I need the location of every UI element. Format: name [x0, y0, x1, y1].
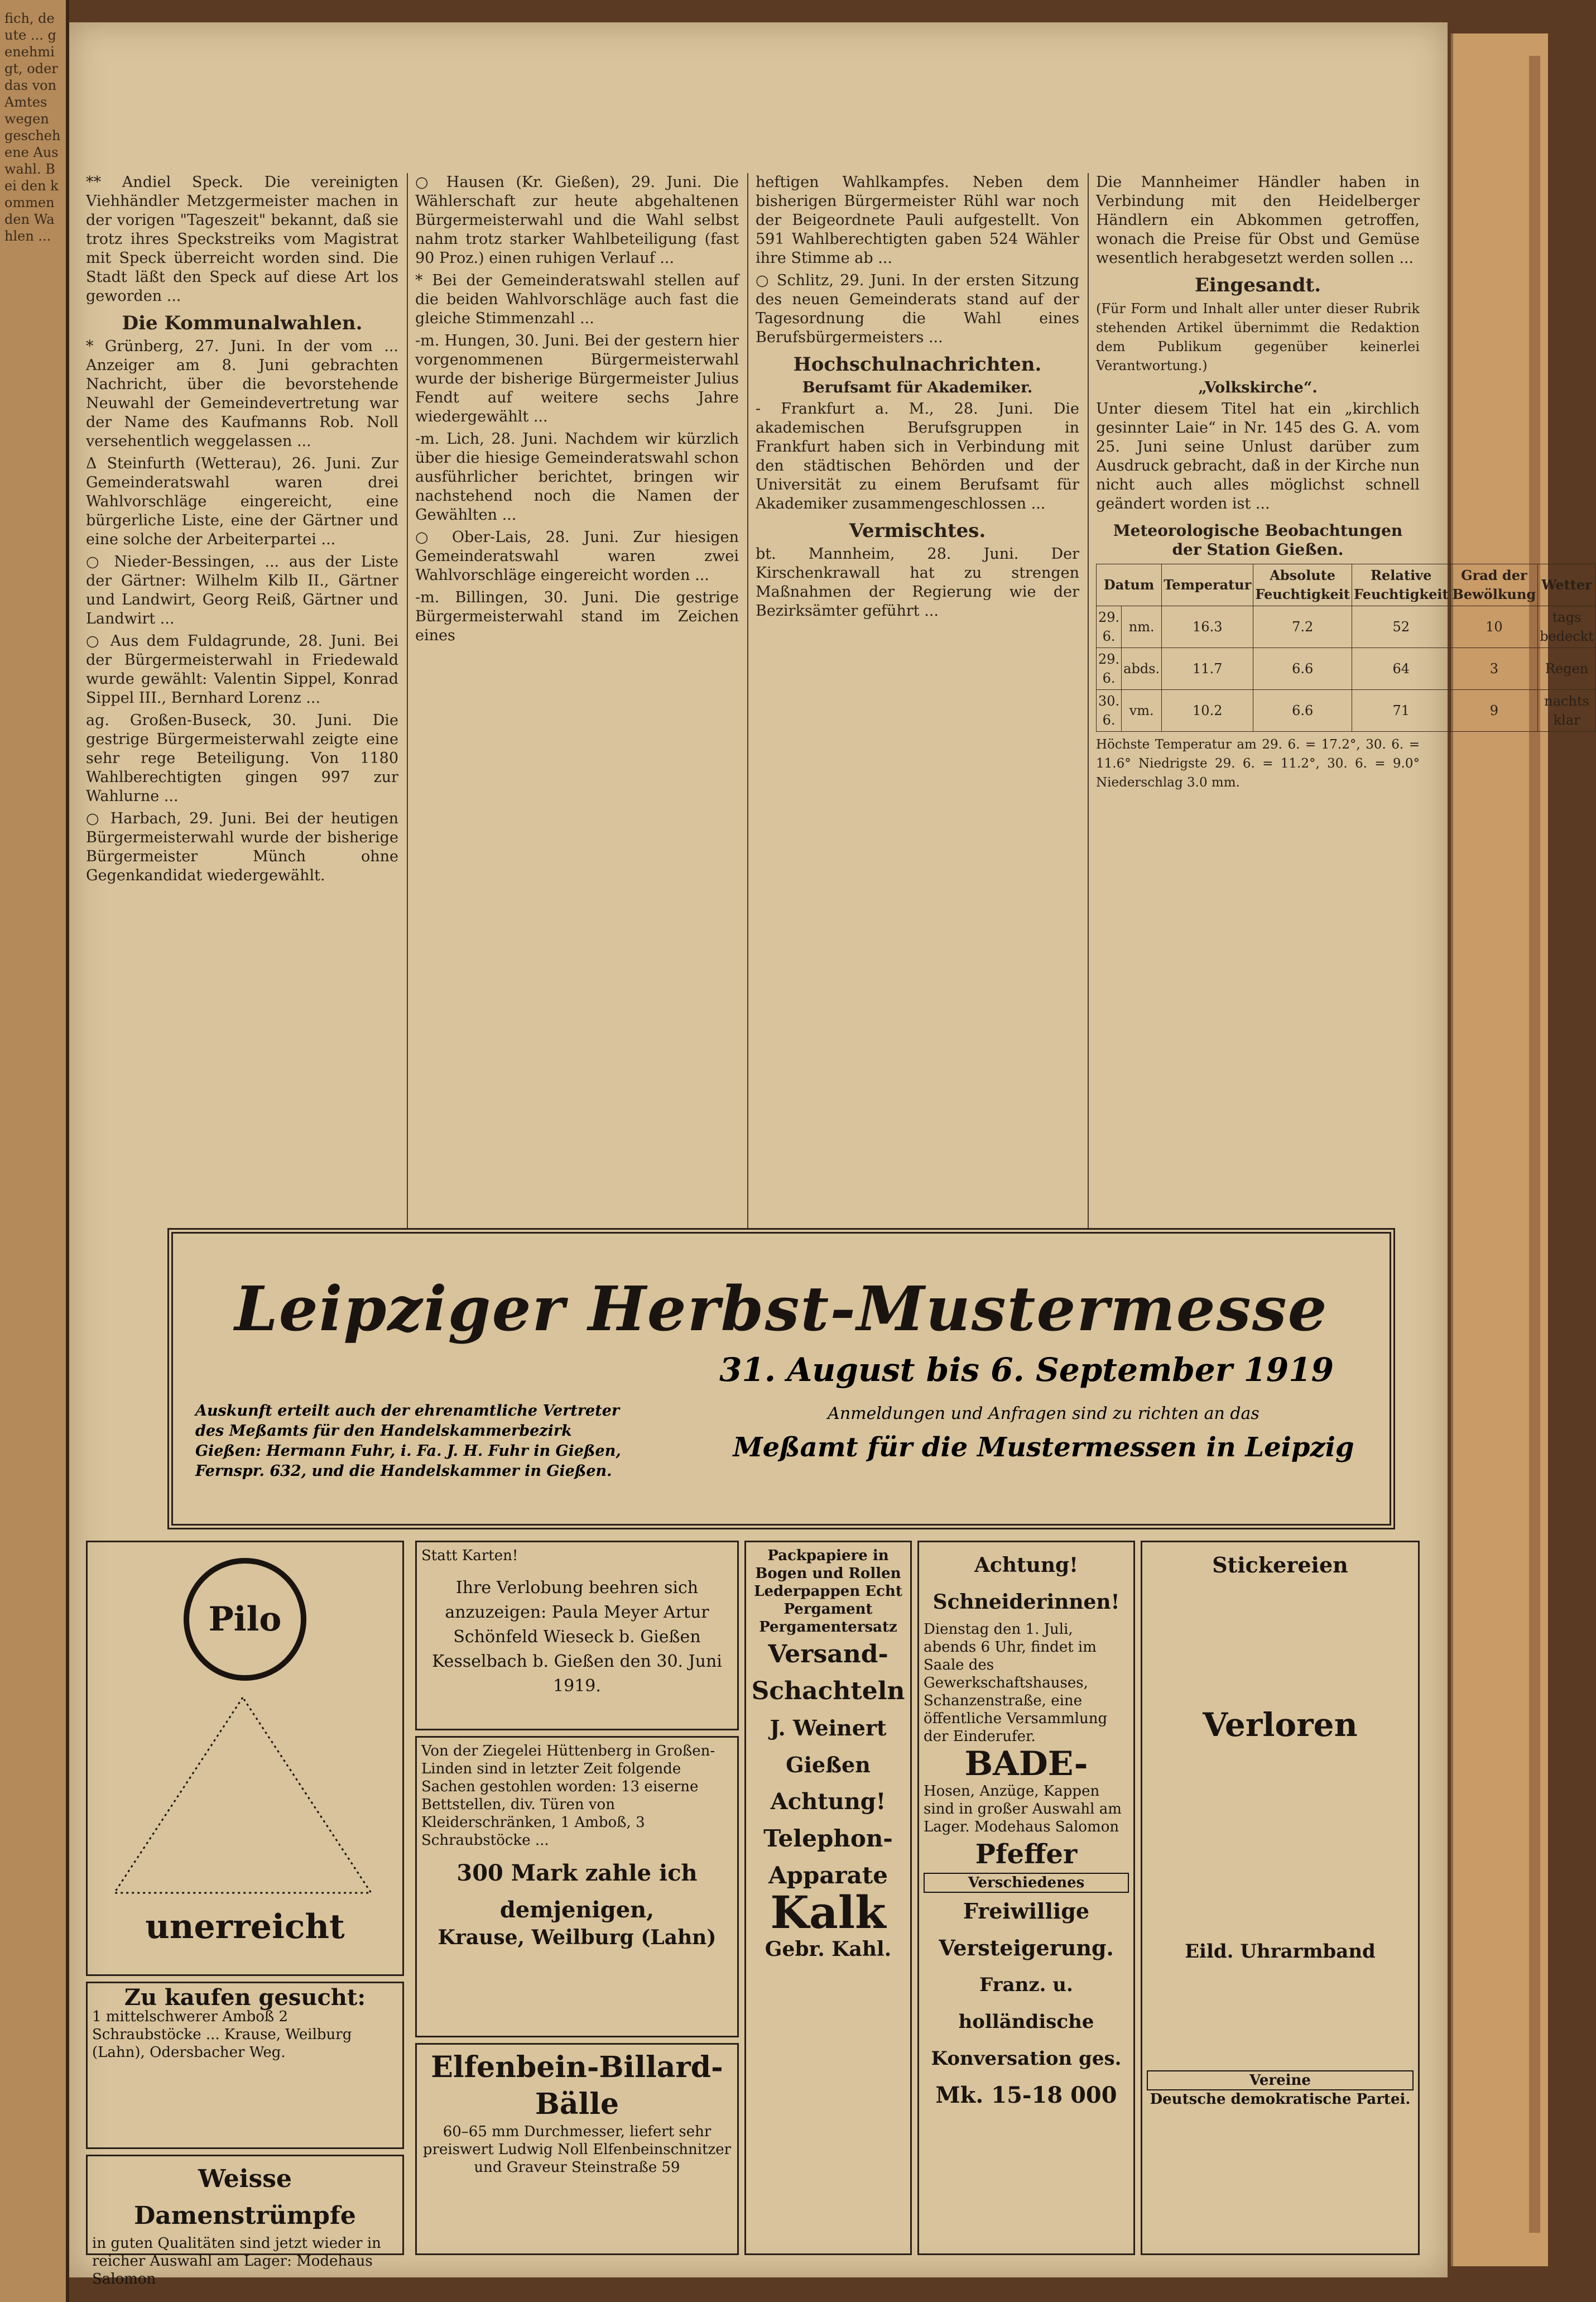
heading-hochschul: Hochschulnachrichten.	[793, 353, 1042, 376]
cell: 10.2	[1162, 690, 1253, 732]
ad-zu-kaufen	[86, 1982, 404, 2149]
column-4	[1096, 173, 1594, 795]
cell: Regen	[1538, 648, 1596, 690]
struempfe-body: in guten Qualitäten sind jetzt wieder in reicher Auswahl am Lager: Modehaus Salomon	[92, 2235, 381, 2287]
heading-eingesandt: Eingesandt.	[1194, 274, 1321, 296]
column-1	[86, 173, 398, 889]
cell: 29. 6.	[1097, 648, 1122, 690]
vereine-label: Vereine	[1147, 2070, 1414, 2090]
pilo-pyramid-graphic	[92, 1692, 393, 1904]
heading-vermischtes: Vermischtes.	[849, 520, 986, 542]
kahl-name: Gebr. Kahl.	[765, 1937, 892, 1961]
messe-title: Leipziger Herbst-Mustermesse	[234, 1273, 1328, 1345]
cell: 52	[1352, 606, 1450, 648]
messe-dates: 31. August bis 6. September 1919	[719, 1351, 1334, 1389]
weinert-name: J. Weinert Gießen	[770, 1715, 887, 1777]
article-wahlkampf: heftigen Wahlkampfes. Neben dem bisherigen Bürgermeister Rühl war noch der Beigeordnete Pauli aufgestellt. Von 591 Wahlberechtigten gaben 524 Wähler ihre Stimme ab ...	[756, 174, 1079, 267]
weather-footer: Höchste Temperatur am 29. 6. = 17.2°, 30. 6. = 11.6° Niedrigste 29. 6. = 11.2°, 30. 6. = 9.0° Niederschlag 3.0 mm.	[1096, 737, 1420, 790]
subheading-berufsamt: Berufsamt für Akademiker.	[802, 379, 1033, 396]
versand-heading: Versand-Schachteln	[751, 1640, 905, 1705]
article-harbach: ○ Harbach, 29. Juni. Bei der heutigen Bürgermeisterwahl wurde der bisherige Bürgermeister Münch ohne Gegenkandidat wiedergewählt.	[86, 810, 398, 884]
weather-col-header: Datum	[1097, 564, 1162, 606]
krause-name: Krause, Weilburg (Lahn)	[438, 1926, 717, 1949]
weather-col-header: Absolute Feuchtigkeit	[1253, 564, 1352, 606]
cell: 7.2	[1253, 606, 1352, 648]
ad-column-kleinanzeigen	[1141, 1541, 1420, 2255]
heading-kommunalwahlen: Die Kommunalwahlen.	[122, 312, 363, 334]
article-bessingen: ○ Nieder-Bessingen, ... aus der Liste der Gärtner: Wilhelm Kilb II., Gärtner und Landwirt, Georg Reiß, Gärtner und Landwirt ...	[86, 553, 398, 627]
bade-heading: BADE-	[964, 1744, 1088, 1783]
cell: 16.3	[1162, 606, 1253, 648]
cell: 6.6	[1253, 648, 1352, 690]
achtung-heading: Achtung!	[770, 1788, 886, 1815]
article-mannheim: bt. Mannheim, 28. Juni. Der Kirschenkrawall hat zu strengen Maßnahmen der Regierung wie der Bezirksämter geführt ...	[756, 545, 1079, 620]
struempfe-heading: Weisse Damenstrümpfe	[134, 2165, 356, 2230]
messe-anmeldung: Anmeldungen und Anfragen sind zu richten an das	[828, 1404, 1260, 1423]
article-lich: -m. Lich, 28. Juni. Nachdem wir kürzlich über die hiesige Gemeinderatswahl schon ausführlicher berichtet, bringen wir nachstehend noch die Namen der Gewählten ...	[415, 430, 739, 524]
schneider-body: Dienstag den 1. Juli, abends 6 Uhr, findet im Saale des Gewerkschaftshauses, Schanzenstraße, eine öffentliche Versammlung der Einderufer.	[924, 1621, 1108, 1745]
verlobung-top: Statt Karten!	[421, 1547, 518, 1564]
telephon-heading: Telephon-Apparate	[763, 1825, 893, 1889]
ad-ziegelei	[415, 1736, 739, 2037]
cell: 71	[1352, 690, 1450, 732]
weather-row	[1097, 690, 1596, 732]
weather-table	[1096, 564, 1596, 732]
weather-row	[1097, 606, 1596, 648]
messe-amt: Meßamt für die Mustermessen in Leipzig	[733, 1432, 1354, 1463]
cell: 6.6	[1253, 690, 1352, 732]
article-haendler: Die Mannheimer Händler haben in Verbindung mit den Heidelberger Händlern ein Abkommen getroffen, wonach die Preise für Obst und Gemüse wesentlich herabgesetzt werden sollen ...	[1096, 174, 1420, 267]
franz-heading: Franz. u. holländische Konversation ges.	[931, 1974, 1122, 2070]
bade-body: Hosen, Anzüge, Kappen sind in großer Auswahl am Lager. Modehaus Salomon	[924, 1783, 1122, 1835]
kalk-heading: Kalk	[770, 1886, 886, 1939]
freiwillige-heading: Freiwillige Versteigerung.	[939, 1898, 1114, 1960]
pilo-logo: Pilo	[184, 1558, 306, 1681]
ad-damenstruempfe	[86, 2155, 404, 2287]
article-hausen: ○ Hausen (Kr. Gießen), 29. Juni. Die Wählerschaft zur heute abgehaltenen Bürgermeisterwahl und die Wahl selbst nahm trotz starker Wahlbeteiligung (fast 90 Proz.) einen ruhigen Verlauf ...	[415, 174, 739, 267]
article-billingen: -m. Billingen, 30. Juni. Die gestrige Bürgermeisterwahl stand im Zeichen eines	[415, 589, 739, 644]
stickereien-heading: Stickereien	[1212, 1552, 1348, 1577]
heading-meteorologie: Meteorologische Beobachtungen der Station Gießen.	[1113, 521, 1403, 559]
weather-col-header: Temperatur	[1162, 564, 1253, 606]
article-ober-lais: ○ Ober-Lais, 28. Juni. Zur hiesigen Gemeinderatswahl waren zwei Wahlvorschläge eingereicht worden ...	[415, 529, 739, 584]
column-rule	[747, 173, 748, 1228]
cell: 10	[1450, 606, 1538, 648]
cell: nachts klar	[1538, 690, 1596, 732]
cell: 9	[1450, 690, 1538, 732]
packpapiere: Packpapiere in Bogen und Rollen Lederpappen Echt Pergament Pergamentersatz	[754, 1547, 902, 1636]
billard-body: 60–65 mm Durchmesser, liefert sehr preiswert Ludwig Noll Elfenbeinschnitzer und Graveur Steinstraße 59	[422, 2123, 732, 2176]
cell: tags bedeckt	[1538, 606, 1596, 648]
ziegelei-body: Von der Ziegelei Hüttenberg in Großen-Linden sind in letzter Zeit folgende Sachen gestohlen worden: 13 eiserne Bettstellen, div. Türen von Kleiderschränken, 1 Amboß, 3 Schraubstöcke ...	[421, 1743, 715, 1849]
kaufen-heading: Zu kaufen gesucht:	[124, 1984, 366, 2011]
billard-heading: Elfenbein-Billard-Bälle	[431, 2050, 723, 2121]
pilo-slogan: unerreicht	[145, 1907, 345, 1946]
column-rule	[407, 173, 408, 1228]
newspaper-page	[69, 22, 1594, 2287]
weather-col-header: Relative Feuchtigkeit	[1352, 564, 1450, 606]
ad-column-schneider	[917, 1541, 1135, 2255]
verschiedenes-label: Verschiedenes	[924, 1873, 1129, 1893]
article-gemeinderat: * Bei der Gemeinderatswahl stellen auf die beiden Wahlvorschläge auch fast die gleiche Stimmenzahl ...	[415, 272, 739, 327]
ddp-heading: Deutsche demokratische Partei.	[1150, 2091, 1411, 2108]
mark-heading: 300 Mark zahle ich demjenigen,	[456, 1860, 698, 1923]
cell: 11.7	[1162, 648, 1253, 690]
verlobung-body: Ihre Verlobung beehren sich anzuzeigen: Paula Meyer Artur Schönfeld Wieseck b. Gießen Kesselbach b. Gießen den 30. Juni 1919.	[432, 1578, 722, 1696]
article-fuldagrund: ○ Aus dem Fuldagrunde, 28. Juni. Bei der Bürgermeisterwahl in Friedewald wurde gewählt: Valentin Sippel, Konrad Sippel III., Bernhard Lorenz ...	[86, 632, 398, 707]
article-volkskirche: Unter diesem Titel hat ein „kirchlich gesinnter Laie“ in Nr. 145 des G. A. vom 25. Juni seine Unlust darüber zum Ausdruck gebracht, daß in der Kirche nun nicht auch alles möglichst schnell geändert worden ist ...	[1096, 400, 1420, 512]
weather-row	[1097, 648, 1596, 690]
article-hungen: -m. Hungen, 30. Juni. Bei der gestern hier vorgenommenen Bürgermeisterwahl wurde der bisherige Bürgermeister Julius Fendt auf weitere sechs Jahre wiedergewählt ...	[415, 332, 739, 425]
kaufen-body: 1 mittelschwerer Amboß 2 Schraubstöcke ... Krause, Weilburg (Lahn), Odersbacher Weg.	[92, 2008, 352, 2061]
page-edge-inner	[1529, 56, 1540, 2233]
uhrarmband-heading: Eild. Uhrarmband	[1185, 1940, 1376, 1963]
verloren-heading: Verloren	[1203, 1706, 1358, 1744]
weather-header-row	[1097, 564, 1596, 606]
ad-billard	[415, 2043, 739, 2255]
article-steinfurth: Δ Steinfurth (Wetterau), 26. Juni. Zur Gemeinderatswahl waren drei Wahlvorschläge eingereicht, eine bürgerliche Liste, eine der Gärtner und eine solche der Arbeiterpartei ...	[86, 455, 398, 548]
weather-col-header: Wetter	[1538, 564, 1596, 606]
ad-verlobung	[415, 1541, 739, 1730]
column-2	[415, 173, 739, 649]
article-schlitz: ○ Schlitz, 29. Juni. In der ersten Sitzung des neuen Gemeinderats stand auf der Tagesordnung die Wahl eines Berufsbürgermeisters ...	[756, 272, 1079, 346]
messe-info: Auskunft erteilt auch der ehrenamtliche Vertreter des Meßamts für den Handelskammerbezirk Gießen: Hermann Fuhr, i. Fa. J. H. Fuhr in Gießen, Fernspr. 632, und die Handelskammer in Gießen.	[195, 1402, 621, 1480]
pfeffer-heading: Pfeffer	[975, 1839, 1078, 1870]
weather-col-header: Grad der Bewölkung	[1450, 564, 1538, 606]
article-gruenberg: * Grünberg, 27. Juni. In der vom ... Anzeiger am 8. Juni gebrachten Nachricht, über die bevorstehende Neuwahl der Gemeindevertretung war der Name des Kaufmanns Rob. Noll versehentlich weggelassen ...	[86, 338, 398, 450]
schneider-heading: Achtung! Schneiderinnen!	[932, 1553, 1120, 1614]
messe-banner	[167, 1228, 1395, 1529]
book-spine	[0, 0, 69, 2302]
cell: nm.	[1122, 606, 1162, 648]
cell: 29. 6.	[1097, 606, 1122, 648]
column-rule	[1088, 173, 1089, 1228]
article-grossen-buseck: ag. Großen-Buseck, 30. Juni. Die gestrige Bürgermeisterwahl zeigte eine sehr rege Beteiligung. Von 1180 Wahlberechtigten gingen 997 zur Wahlurne ...	[86, 712, 398, 805]
spine-text: fich, deute ... genehmigt, oder das von Amtes wegen geschehene Auswahl. Bei den kommenden Wahlen ...	[4, 11, 61, 244]
cell: 30. 6.	[1097, 690, 1122, 732]
cell: 3	[1450, 648, 1538, 690]
article-speck: ** Andiel Speck. Die vereinigten Viehhändler Metzgermeister machen in der vorigen "Tageszeit" bekannt, daß sie trotz ihres Speckstreiks vom Magistrat mit Speck überreicht worden sind. Die Stadt läßt den Speck auf diese Art los geworden ...	[86, 174, 398, 305]
ad-pilo	[86, 1541, 404, 1976]
cell: abds.	[1122, 648, 1162, 690]
subheading-volkskirche: „Volkskirche“.	[1198, 379, 1318, 396]
cell: 64	[1352, 648, 1450, 690]
column-3	[756, 173, 1079, 624]
mark-amount: Mk. 15-18 000	[935, 2082, 1117, 2108]
article-frankfurt: - Frankfurt a. M., 28. Juni. Die akademischen Berufsgruppen in Frankfurt haben sich in Verbindung mit den städtischen Behörden und der Universität zu einem Berufsamt für Akademiker zusammengeschlossen ...	[756, 400, 1079, 512]
editorial-note: (Für Form und Inhalt aller unter dieser Rubrik stehenden Artikel übernimmt die Redaktion dem Publikum gegenüber keinerlei Verantwortung.)	[1096, 301, 1420, 373]
cell: vm.	[1122, 690, 1162, 732]
ad-column-papier	[744, 1541, 912, 2255]
